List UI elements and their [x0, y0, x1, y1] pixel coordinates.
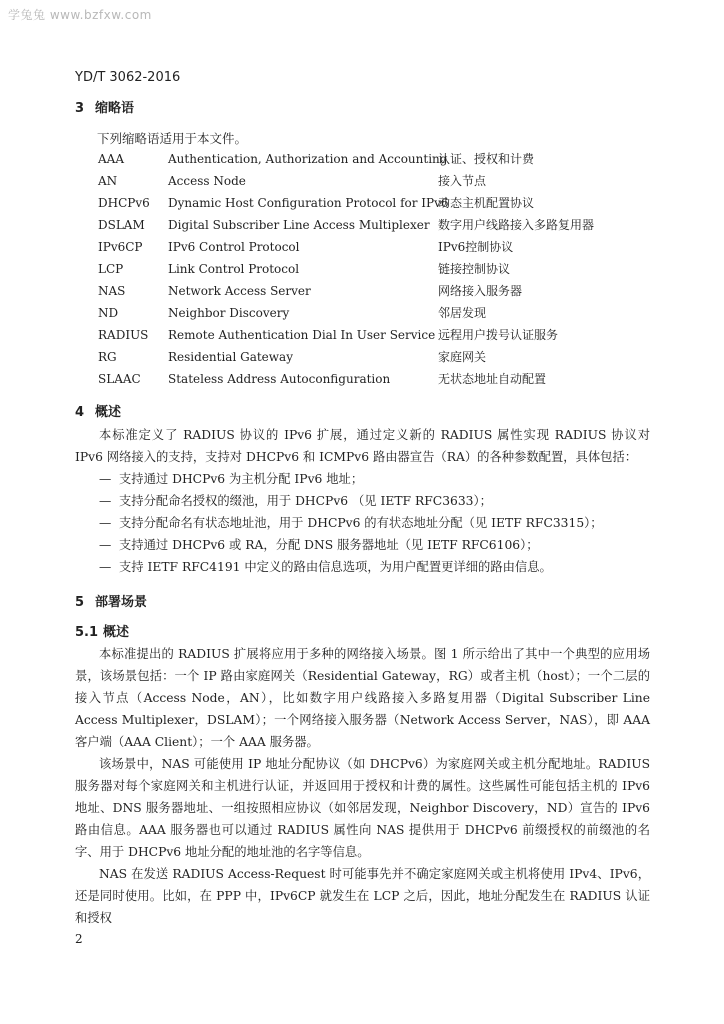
abbreviation-english: Digital Subscriber Line Access Multiplexer — [168, 218, 430, 232]
section-5-1-paragraph-2: 该场景中，NAS 可能使用 IP 地址分配协议（如 DHCPv6）为家庭网关或主机分配地址。RADIUS 服务器对每个家庭网关和主机进行认证，并返回用于授权和计费的属性。这些属性可能包括主机的 IPv6 地址、DNS 服务器地址、一组按照相应协议（如邻居发现，Neighbor Discovery，ND）宣告的 IPv6 路由信息。AAA 服务器也可以通过 RADIUS 属性向 NAS 提供用于 DHCPv6 前缀授权的前缀池的名字、用于 DHCPv6 地址分配的地址池的名字等信息。 — [75, 757, 650, 859]
abbreviation-chinese: 动态主机配置协议 — [438, 196, 535, 210]
section-5-heading — [75, 591, 147, 610]
abbreviation-chinese: 无状态地址自动配置 — [438, 372, 547, 386]
section-5-1-paragraph-3: NAS 在发送 RADIUS Access-Request 时可能事先并不确定家庭网关或主机将使用 IPv4、IPv6，还是同时使用。比如，在 PPP 中，IPv6CP 就发生在 LCP 之后，因此，地址分配发生在 RADIUS 认证和授权 — [75, 867, 650, 925]
abbreviation-row — [98, 192, 658, 214]
abbreviation-term: AAA — [98, 152, 124, 166]
abbreviation-term: RG — [98, 350, 117, 364]
section-3-intro: 下列缩略语适用于本文件。 — [97, 131, 248, 146]
abbreviation-english: Neighbor Discovery — [168, 306, 290, 320]
abbreviation-row — [98, 236, 658, 258]
section-number: 4 — [75, 405, 85, 420]
abbreviation-chinese: 远程用户拨号认证服务 — [438, 328, 559, 342]
list-item-text: 支持分配命名授权的缀池，用于 DHCPv6 （见 IETF RFC3633）； — [119, 494, 492, 508]
abbreviation-row — [98, 280, 658, 302]
section-title: 概述 — [103, 625, 130, 640]
section-5-1-paragraph-1: 本标准提出的 RADIUS 扩展将应用于多种的网络接入场景。图 1 所示给出了其中一个典型的应用场景，该场景包括：一个 IP 路由家庭网关（Residential Gateway，RG）或者主机（host）；一个二层的接入节点（Access Node，AN），比如数字用户线路接入多路复用器（Digital Subscriber Line Access Multiplexer，DSLAM）；一个网络接入服务器（Network Access Server，NAS），即 AAA 客户端（AAA Client）；一个 AAA 服务器。 — [75, 647, 650, 749]
list-item-text: 支持通过 DHCPv6 或 RA，分配 DNS 服务器地址（见 IETF RFC6106）； — [119, 538, 539, 552]
list-item-text: 支持 IETF RFC4191 中定义的路由信息选项，为用户配置更详细的路由信息。 — [119, 560, 552, 574]
section-title: 部署场景 — [95, 595, 148, 610]
abbreviation-chinese: IPv6控制协议 — [438, 240, 514, 254]
abbreviation-chinese: 接入节点 — [438, 174, 487, 188]
dash-bullet: — — [99, 538, 112, 552]
standard-code: YD/T 3062-2016 — [75, 70, 181, 85]
abbreviation-row — [98, 214, 658, 236]
watermark: 学兔兔 www.bzfxw.com — [8, 8, 152, 22]
list-item — [75, 468, 650, 490]
section-4-heading — [75, 401, 121, 420]
abbreviation-english: IPv6 Control Protocol — [168, 240, 300, 254]
abbreviation-term: SLAAC — [98, 372, 141, 386]
abbreviation-row — [98, 368, 658, 390]
abbreviation-english: Access Node — [168, 174, 246, 188]
dash-bullet: — — [99, 472, 112, 486]
abbreviation-english: Remote Authentication Dial In User Service — [168, 328, 436, 342]
section-title: 缩略语 — [95, 101, 135, 116]
page-number: 2 — [75, 932, 83, 946]
abbreviation-term: DHCPv6 — [98, 196, 150, 210]
abbreviation-row — [98, 148, 658, 170]
section-number: 5 — [75, 595, 85, 610]
abbreviation-chinese: 数字用户线路接入多路复用器 — [438, 218, 595, 232]
abbreviation-term: AN — [98, 174, 118, 188]
abbreviation-english: Network Access Server — [168, 284, 311, 298]
abbreviation-term: LCP — [98, 262, 124, 276]
list-item — [75, 512, 650, 534]
abbreviation-term: IPv6CP — [98, 240, 143, 254]
abbreviation-row — [98, 324, 658, 346]
abbreviation-english: Authentication, Authorization and Accounting — [168, 152, 448, 166]
abbreviation-chinese: 邻居发现 — [438, 306, 487, 320]
abbreviation-chinese: 网络接入服务器 — [438, 284, 523, 298]
dash-bullet: — — [99, 560, 112, 574]
abbreviation-chinese: 认证、授权和计费 — [438, 152, 535, 166]
list-item-text: 支持分配命名有状态地址池，用于 DHCPv6 的有状态地址分配（见 IETF RFC3315）； — [119, 516, 603, 530]
abbreviation-english: Link Control Protocol — [168, 262, 300, 276]
abbreviation-term: RADIUS — [98, 328, 149, 342]
abbreviation-row — [98, 346, 658, 368]
dash-bullet: — — [99, 494, 112, 508]
list-item — [75, 490, 650, 512]
abbreviation-term: NAS — [98, 284, 126, 298]
abbreviation-row — [98, 302, 658, 324]
abbreviation-chinese: 链接控制协议 — [438, 262, 511, 276]
feature-list — [75, 468, 650, 578]
list-item-text: 支持通过 DHCPv6 为主机分配 IPv6 地址； — [119, 472, 364, 486]
abbreviation-english: Stateless Address Autoconfiguration — [168, 372, 391, 386]
abbreviation-term: ND — [98, 306, 119, 320]
section-3-heading — [75, 97, 134, 116]
section-5-1-heading — [75, 621, 129, 640]
abbreviation-table — [98, 148, 658, 390]
section-number: 5.1 — [75, 625, 99, 640]
abbreviation-row — [98, 258, 658, 280]
list-item — [75, 556, 650, 578]
abbreviation-english: Residential Gateway — [168, 350, 293, 364]
section-4-paragraph: 本标准定义了 RADIUS 协议的 IPv6 扩展，通过定义新的 RADIUS 属性实现 RADIUS 协议对 IPv6 网络接入的支持，支持对 DHCPv6 和 ICMPv6 路由器宣告（RA）的各种参数配置，具体包括： — [75, 428, 650, 464]
list-item — [75, 534, 650, 556]
abbreviation-english: Dynamic Host Configuration Protocol for IPv6 — [168, 196, 449, 210]
section-title: 概述 — [95, 405, 122, 420]
dash-bullet: — — [99, 516, 112, 530]
section-number: 3 — [75, 101, 85, 116]
abbreviation-row — [98, 170, 658, 192]
abbreviation-chinese: 家庭网关 — [438, 350, 487, 364]
abbreviation-term: DSLAM — [98, 218, 145, 232]
